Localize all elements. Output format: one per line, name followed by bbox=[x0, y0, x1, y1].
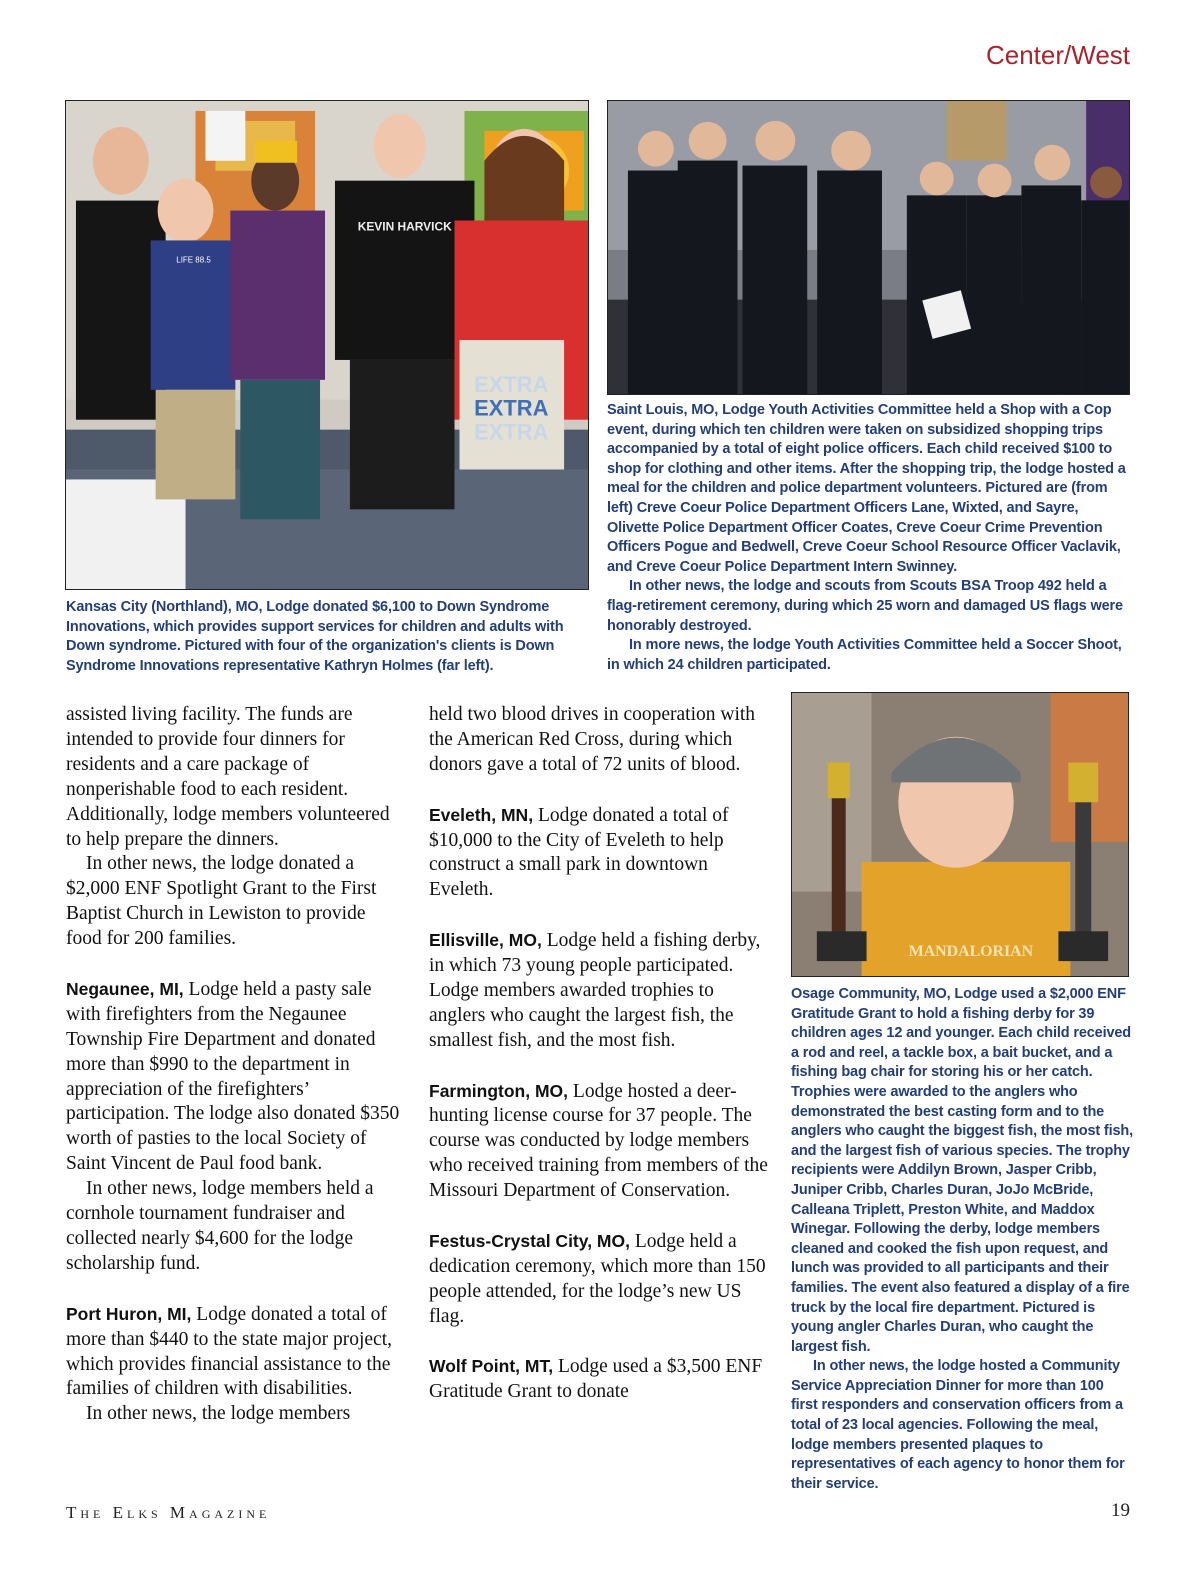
page-number: 19 bbox=[1111, 1500, 1130, 1521]
shirt-text-life: LIFE 88.5 bbox=[176, 255, 211, 265]
caption-place: Osage Community, MO, bbox=[791, 986, 951, 1002]
article-negaunee bbox=[66, 977, 406, 1177]
place-name: Eveleth, MN, bbox=[429, 804, 534, 825]
place-name: Ellisville, MO, bbox=[429, 930, 542, 951]
caption-place: Saint Louis, MO, bbox=[607, 402, 719, 418]
article-text: Lodge held a fishing derby, in which 73 young people participated. Lodge members awarded trophies to anglers who caught the largest fish, the smallest fish, and the most fish. bbox=[429, 930, 761, 1051]
paragraph: In other news, the lodge donated a $2,000 ENF Spotlight Grant to the First Baptist Church in Lewiston to provide food for 200 families. bbox=[66, 853, 377, 950]
shirt-text-mandalorian: MANDALORIAN bbox=[908, 943, 1034, 961]
place-name: Negaunee, MI, bbox=[66, 978, 184, 999]
article-festus bbox=[429, 1229, 771, 1330]
article-port-huron bbox=[66, 1302, 406, 1403]
caption-text: Lodge donated $6,100 to Down Syndrome Innovations, which provides support services for children and adults with Down syndrome. Pictured with four of the organization's clients is Down Syndrome Innovations representative Kathryn Holmes (far left). bbox=[66, 599, 564, 674]
magazine-name: The Elks Magazine bbox=[66, 1503, 271, 1522]
article-text: Lodge used a $3,500 ENF Gratitude Grant to donate bbox=[429, 1356, 763, 1403]
article-farmington bbox=[429, 1079, 771, 1205]
caption-saint-louis bbox=[607, 401, 1131, 675]
paragraph: held two blood drives in cooperation with the American Red Cross, during which donors gave a total of 72 units of blood. bbox=[429, 704, 756, 775]
caption-osage-community bbox=[791, 985, 1133, 1494]
article-text: Lodge hosted a deer-hunting license course for 37 people. The course was conducted by lodge members who received training from members of the Missouri Department of Conservation. bbox=[429, 1080, 768, 1202]
paragraph: In other news, the lodge members bbox=[86, 1403, 351, 1425]
caption-paragraph: In other news, the lodge and scouts from Scouts BSA Troop 492 held a flag-retirement ceremony, during which 25 worn and damaged US flags were honorably destroyed. bbox=[607, 578, 1123, 634]
caption-paragraph: In other news, the lodge hosted a Community Service Appreciation Dinner for more than 100 first responders and conservation officers from a total of 23 local agencies. Following the meal, lodge members presented plaques to representatives of each agency to honor them for their service. bbox=[791, 1358, 1125, 1492]
article-text: Lodge held a dedication ceremony, which more than 150 people attended, for the lodge’s new US flag. bbox=[429, 1230, 766, 1327]
article-wolf-point bbox=[429, 1354, 771, 1405]
caption-place: Kansas City (Northland), MO, bbox=[66, 599, 263, 615]
place-name: Farmington, MO, bbox=[429, 1080, 569, 1101]
body-column-1 bbox=[66, 703, 406, 1427]
article-ellisville bbox=[429, 928, 771, 1054]
bag-text-2: EXTRA bbox=[474, 395, 549, 421]
shirt-text-harvick: KEVIN HARVICK bbox=[357, 219, 452, 234]
place-name: Wolf Point, MT, bbox=[429, 1356, 554, 1377]
photo-osage-community bbox=[791, 692, 1129, 977]
article-text: Lodge donated a total of more than $440 to the state major project, which provides financial assistance to the families of children with disabilities. bbox=[66, 1303, 392, 1400]
article-eveleth bbox=[429, 803, 771, 904]
place-name: Port Huron, MI, bbox=[66, 1303, 192, 1324]
article-text: Lodge held a pasty sale with firefighters from the Negaunee Township Fire Department and donated more than $990 to the department in appreciation of the firefighters’ participation. The lodge also donated $350 worth of pasties to the local Society of Saint Vincent de Paul food bank. bbox=[66, 978, 400, 1175]
caption-paragraph: In more news, the lodge Youth Activities Committee held a Soccer Shoot, in which 24 children participated. bbox=[607, 637, 1122, 673]
bag-text-3: EXTRA bbox=[474, 419, 549, 445]
photo-saint-louis bbox=[607, 100, 1130, 395]
caption-text: Lodge Youth Activities Committee held a Shop with a Cop event, during which ten children were taken on subsidized shopping trips accompanied by a total of eight police officers. Each child received $100 to shop for clothing and other items. After the shopping trip, the lodge hosted a meal for the children and police department volunteers. Pictured are (from left) Creve Coeur Police Department Officers Lane, Wixted, and Sayre, Olivette Police Department Officer Coates, Creve Coeur Crime Prevention Officers Pogue and Bedwell, Creve Coeur School Resource Officer Vaclavik, and Creve Coeur Police Department Intern Swinney. bbox=[607, 402, 1126, 575]
article-text: Lodge donated a total of $10,000 to the City of Eveleth to help construct a small park in downtown Eveleth. bbox=[429, 804, 729, 901]
place-name: Festus-Crystal City, MO, bbox=[429, 1230, 630, 1251]
section-title: Center/West bbox=[985, 40, 1130, 70]
caption-text: Lodge used a $2,000 ENF Gratitude Grant to hold a fishing derby for 39 children ages 12 and younger. Each child received a rod and reel, a tackle box, a bait bucket, and a fishing bag chair for storing his or her catch. Trophies were awarded to the anglers who demonstrated the best casting form and to the anglers who caught the biggest fish, the most fish, and the largest fish of various species. The trophy recipients were Addilyn Brown, Jasper Cribb, Juniper Cribb, Charles Duran, JoJo McBride, Calleana Triplett, Preston White, and Maddox Winegar. Following the derby, lodge members cleaned and cooked the fish upon request, and lunch was provided to all participants and their families. The event also featured a display of a fire truck by the local fire department. Pictured is young angler Charles Duran, who caught the largest fish. bbox=[791, 986, 1133, 1355]
caption-kansas-city bbox=[66, 598, 590, 676]
paragraph: In other news, lodge members held a cornhole tournament fundraiser and collected nearly $4,600 for the lodge scholarship fund. bbox=[66, 1178, 374, 1274]
paragraph: assisted living facility. The funds are intended to provide four dinners for residents and a care package of nonperishable food to each resident. Additionally, lodge members volunteered to help prepare the dinners. bbox=[66, 704, 390, 850]
photo-kansas-city bbox=[65, 100, 589, 590]
bag-text-1: EXTRA bbox=[474, 371, 549, 397]
body-column-2 bbox=[429, 703, 771, 1405]
